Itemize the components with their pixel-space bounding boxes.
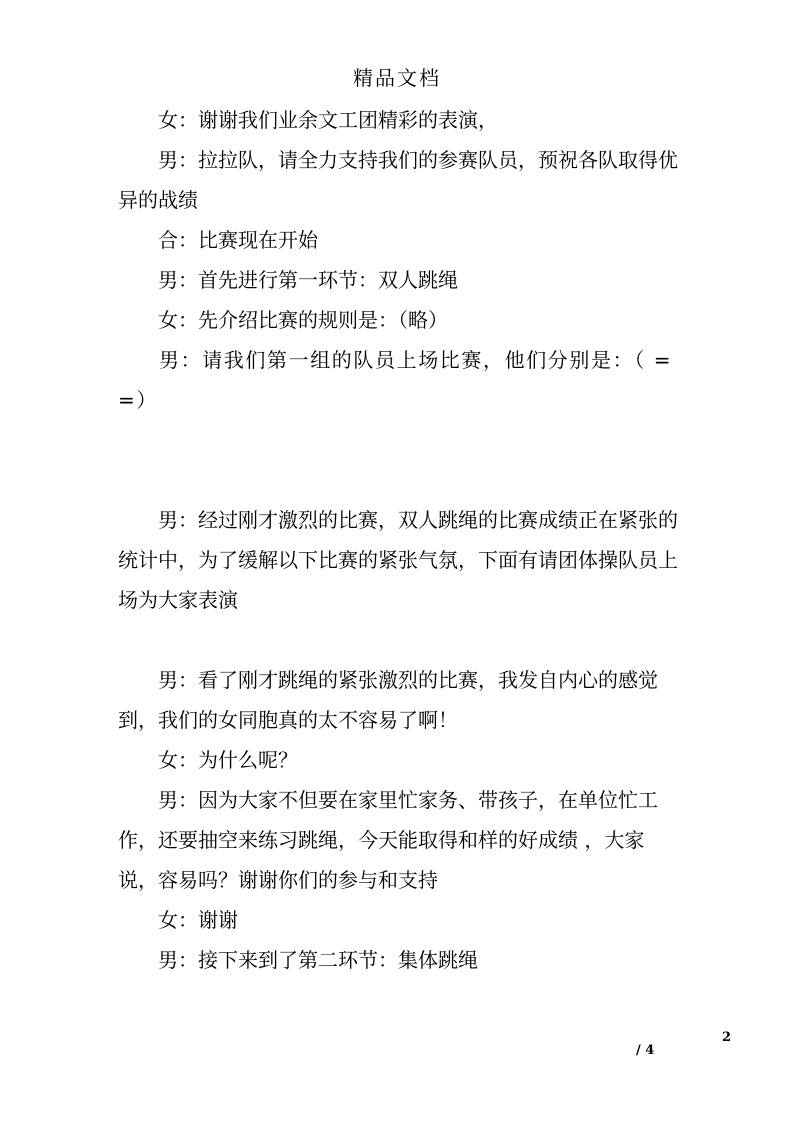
- document-body: [118, 100, 678, 980]
- dialogue-line: 男：看了刚才跳绳的紧张激烈的比赛，我发自内心的感觉到，我们的女同胞真的太不容易了啊！: [118, 668, 658, 732]
- dialogue-line: 男：拉拉队，请全力支持我们的参赛队员，预祝各队取得优异的战绩: [118, 148, 678, 212]
- page-total: / 4: [636, 1043, 655, 1058]
- page-number: 2: [722, 1030, 732, 1045]
- dialogue-line: 男：首先进行第一环节：双人跳绳: [158, 268, 458, 292]
- page-header-title: 精品文档: [353, 66, 441, 90]
- dialogue-line: 男：请我们第一组的队员上场比赛，他们分别是：（ ==）: [118, 348, 673, 412]
- blank-line: [118, 460, 678, 500]
- dialogue-line: 女：为什么呢？: [158, 748, 298, 772]
- dialogue-line: 女：先介绍比赛的规则是：（略）: [158, 308, 448, 332]
- dialogue-line: 男：因为大家不但要在家里忙家务、带孩子，在单位忙工作，还要抽空来练习跳绳，今天能取得和样的好成绩 ，大家说，容易吗？谢谢你们的参与和支持: [118, 788, 658, 892]
- dialogue-line: 合：比赛现在开始: [158, 228, 318, 252]
- blank-line: [118, 420, 678, 460]
- dialogue-line: 女：谢谢: [158, 908, 238, 932]
- dialogue-line: 男：接下来到了第二环节：集体跳绳: [158, 948, 478, 972]
- blank-line: [118, 620, 678, 660]
- dialogue-line: 男：经过刚才激烈的比赛，双人跳绳的比赛成绩正在紧张的统计中，为了缓解以下比赛的紧张气氛，下面有请团体操队员上场为大家表演: [118, 508, 678, 612]
- dialogue-line: 女：谢谢我们业余文工团精彩的表演，: [158, 108, 498, 132]
